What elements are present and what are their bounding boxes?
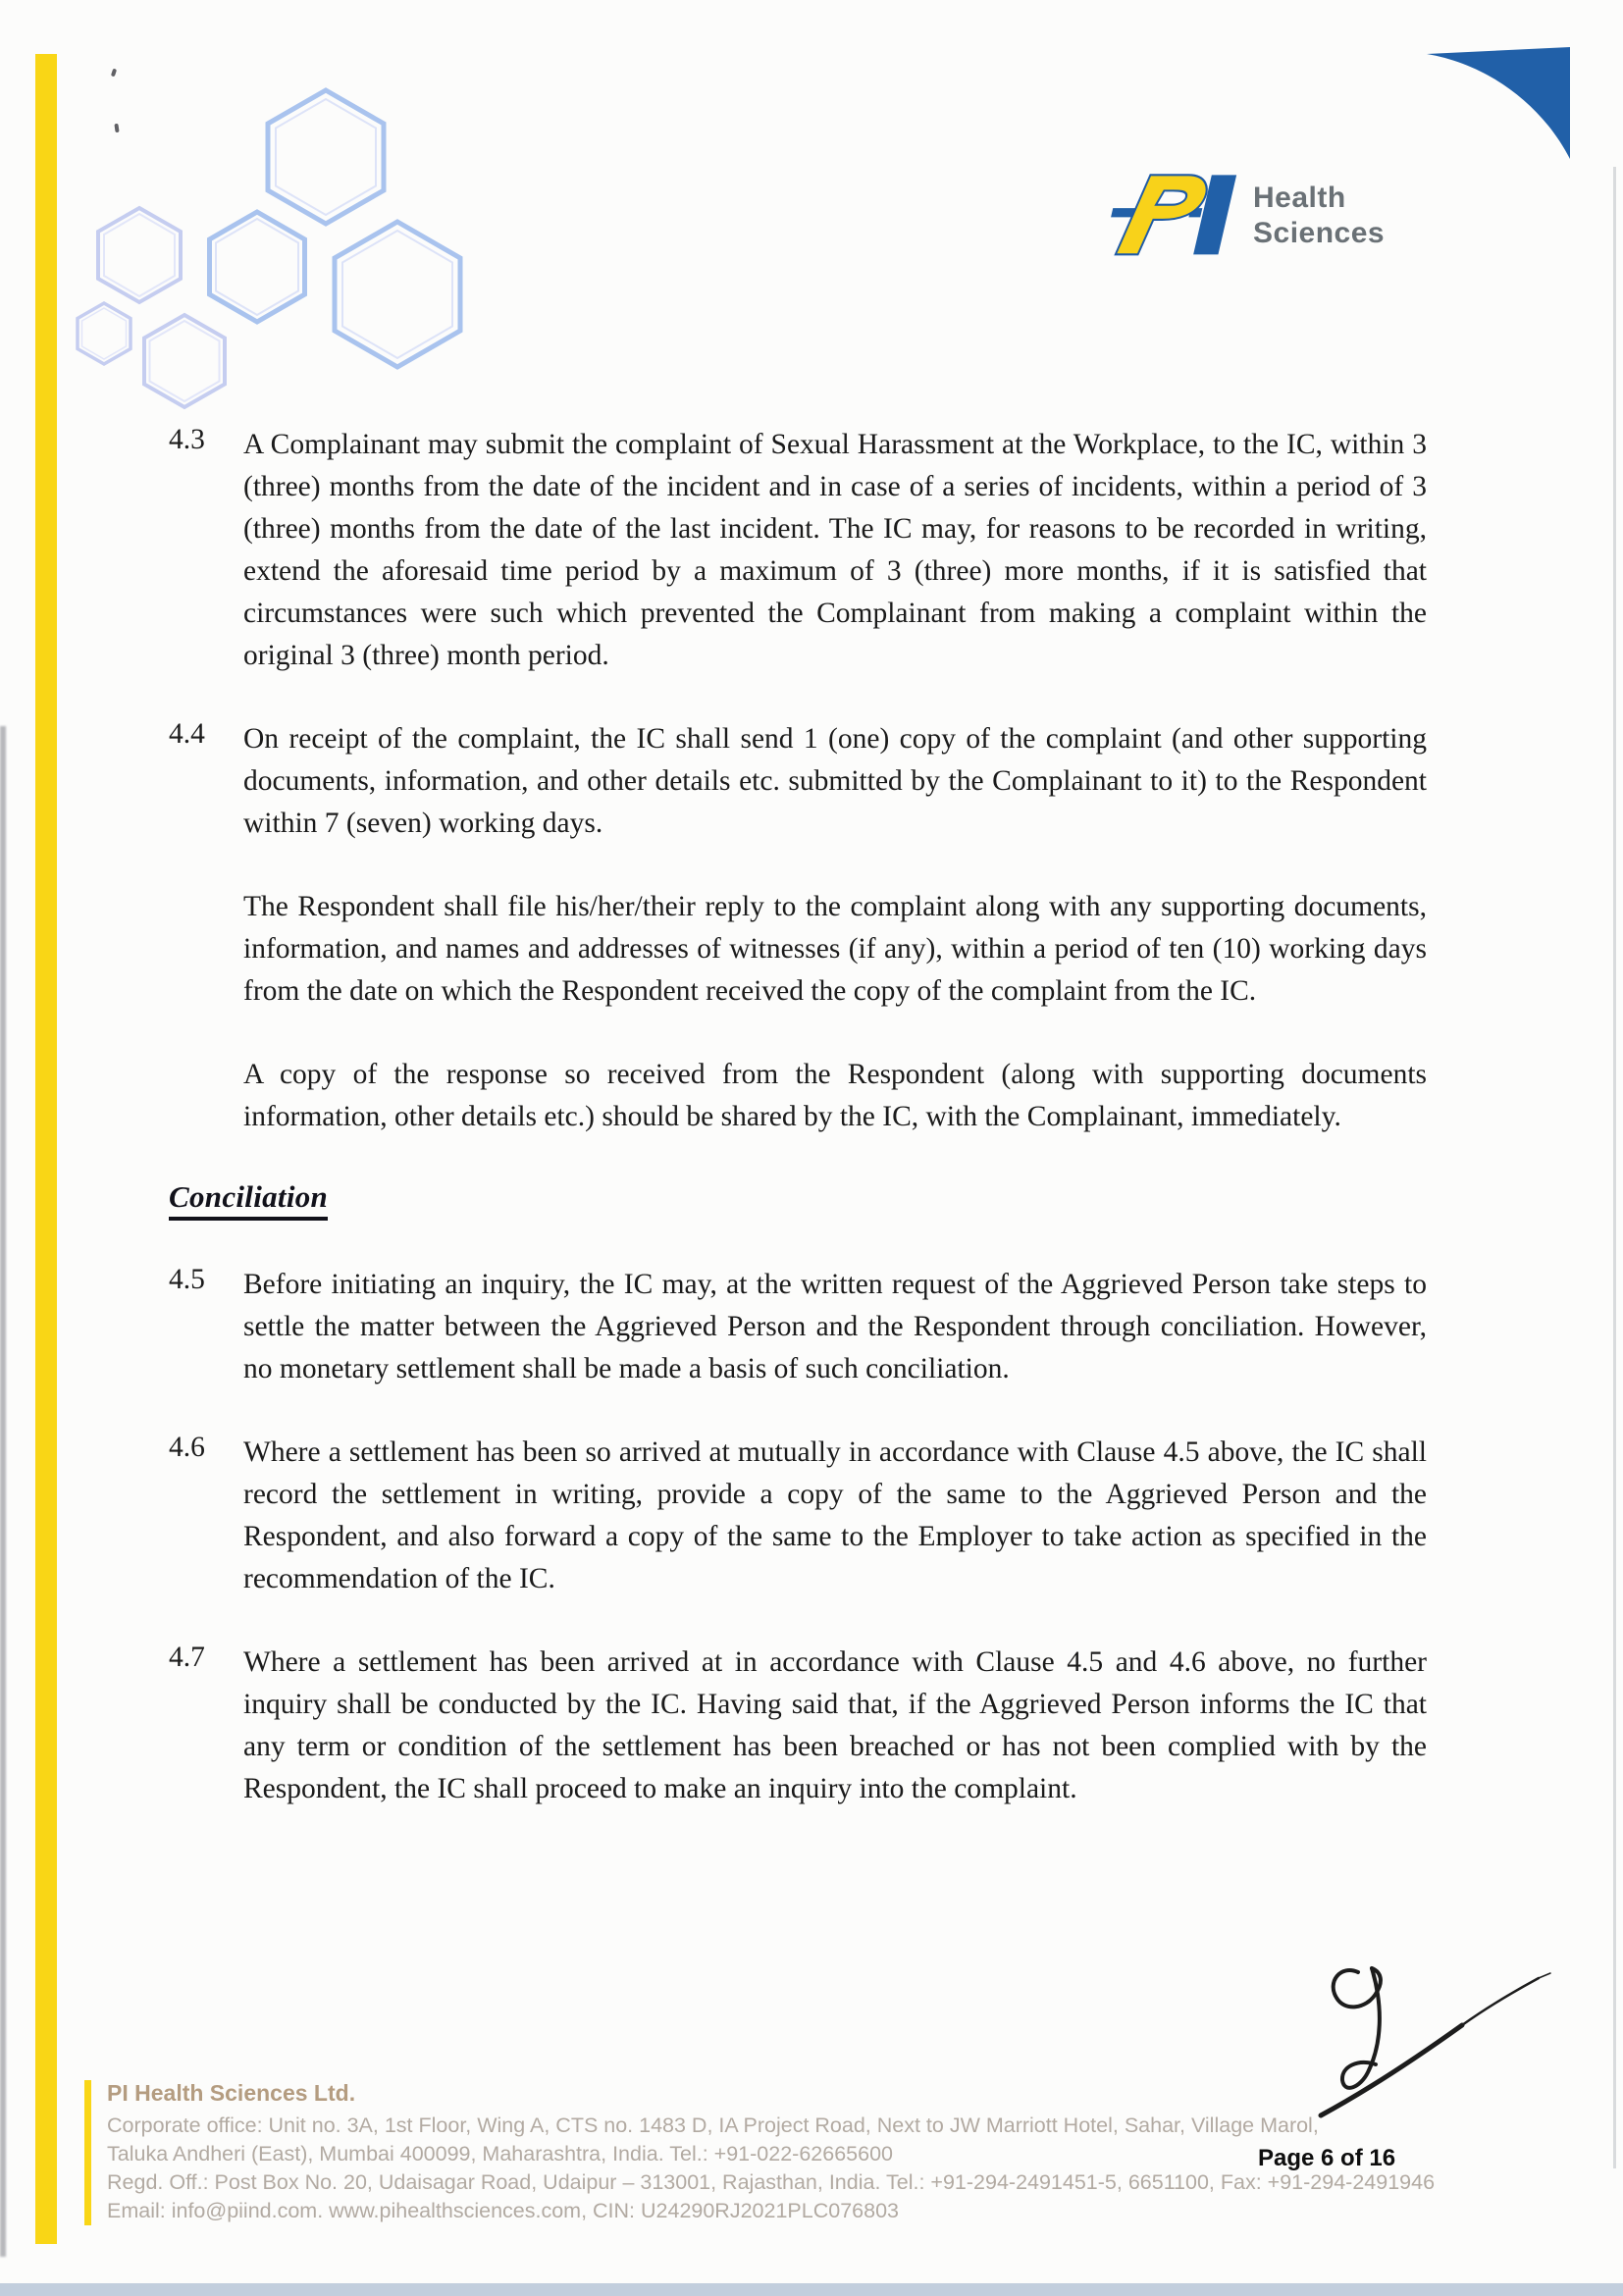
- footer-address-line: Taluka Andheri (East), Mumbai 400099, Maharashtra, India. Tel.: +91-022-62665600: [107, 2142, 893, 2166]
- footer-address-line: Regd. Off.: Post Box No. 20, Udaisagar Road, Udaipur – 313001, Rajasthan, India. Tel.: +91-294-2491451-5, 6651100, Fax: +91-294-2491946: [107, 2170, 1436, 2194]
- clause-text: [243, 1264, 1427, 1390]
- hexagon-watermark: [54, 59, 486, 432]
- clause-number: 4.7: [169, 1642, 205, 1673]
- logo-text-line2: Sciences: [1253, 217, 1386, 249]
- clause-text: [243, 1432, 1427, 1600]
- clause-paragraph: Where a settlement has been so arrived at mutually in accordance with Clause 4.5 above, the IC shall record the settlement in writing, provide a copy of the same to the Aggrieved Person and the Respondent, and also forward a copy of the same to the Employer to take action as specified in the recommendation of the IC.: [243, 1436, 1427, 1594]
- clause-4-5: [169, 1264, 1427, 1390]
- clause-paragraph: The Respondent shall file his/her/their reply to the complaint along with any supporting documents, information, and names and addresses of witnesses (if any), within a period of ten (10) working days from the date on which the Respondent received the copy of the complaint from the IC.: [243, 891, 1427, 1007]
- clause-paragraph: Before initiating an inquiry, the IC may, at the written request of the Aggrieved Person take steps to settle the matter between the Aggrieved Person and the Respondent through conciliation. However, no monetary settlement shall be made a basis of such conciliation.: [243, 1269, 1427, 1384]
- clause-paragraph: Where a settlement has been arrived at in accordance with Clause 4.5 and 4.6 above, no further inquiry shall be conducted by the IC. Having said that, if the Aggrieved Person informs the IC that any term or condition of the settlement has been breached or has not been complied with by the Respondent, the IC shall proceed to make an inquiry into the complaint.: [243, 1646, 1427, 1804]
- footer-company-name: PI Health Sciences Ltd.: [107, 2080, 356, 2106]
- heading-row: [169, 1179, 1427, 1221]
- scan-artifact-left: [0, 726, 6, 2257]
- clause-4-4: [169, 718, 1427, 1138]
- clause-paragraph: A copy of the response so received from the Respondent (along with supporting documents information, other details etc.) should be shared by the IC, with the Complainant, immediately.: [243, 1059, 1427, 1132]
- document-body: [169, 424, 1427, 1852]
- clause-text: [243, 718, 1427, 1138]
- clause-4-6: [169, 1432, 1427, 1600]
- corner-swoosh-icon: [1425, 45, 1572, 161]
- clause-4-7: [169, 1642, 1427, 1810]
- clause-4-3: [169, 424, 1427, 677]
- clause-paragraph: A Complainant may submit the complaint of Sexual Harassment at the Workplace, to the IC, within 3 (three) months from the date of the incident and in case of a series of incidents, within a period of 3 (three) months from the date of the last incident. The IC may, for reasons to be recorded in writing, extend the aforesaid time period by a maximum of 3 (three) more months, if it is satisfied that circumstances were such which prevented the Complainant from making a complaint within the original 3 (three) month period.: [243, 429, 1427, 671]
- company-logo: [1107, 165, 1385, 263]
- clause-number: 4.3: [169, 424, 205, 455]
- logo-text-line1: Health: [1253, 182, 1346, 214]
- footer-address-line: Corporate office: Unit no. 3A, 1st Floor, Wing A, CTS no. 1483 D, IA Project Road, Next to JW Marriott Hotel, Sahar, Village Marol,: [107, 2113, 1319, 2137]
- footer-address-line: Email: info@piind.com. www.pihealthsciences.com, CIN: U24290RJ2021PLC076803: [107, 2199, 899, 2222]
- clause-text: [243, 424, 1427, 677]
- page-number: Page 6 of 16: [1258, 2145, 1396, 2171]
- clause-text: [243, 1642, 1427, 1810]
- scan-artifact-right: [1613, 167, 1616, 2168]
- clause-number: 4.6: [169, 1432, 205, 1463]
- clause-number: 4.4: [169, 718, 205, 750]
- section-heading: Conciliation: [169, 1179, 328, 1221]
- pi-logo-icon: [1107, 165, 1239, 263]
- clause-number: 4.5: [169, 1264, 205, 1295]
- clause-paragraph: On receipt of the complaint, the IC shall send 1 (one) copy of the complaint (and other supporting documents, information, and other details etc. submitted by the Complainant to it) to the Respondent within 7 (seven) working days.: [243, 723, 1427, 839]
- bottom-accent-bar: [0, 2283, 1623, 2296]
